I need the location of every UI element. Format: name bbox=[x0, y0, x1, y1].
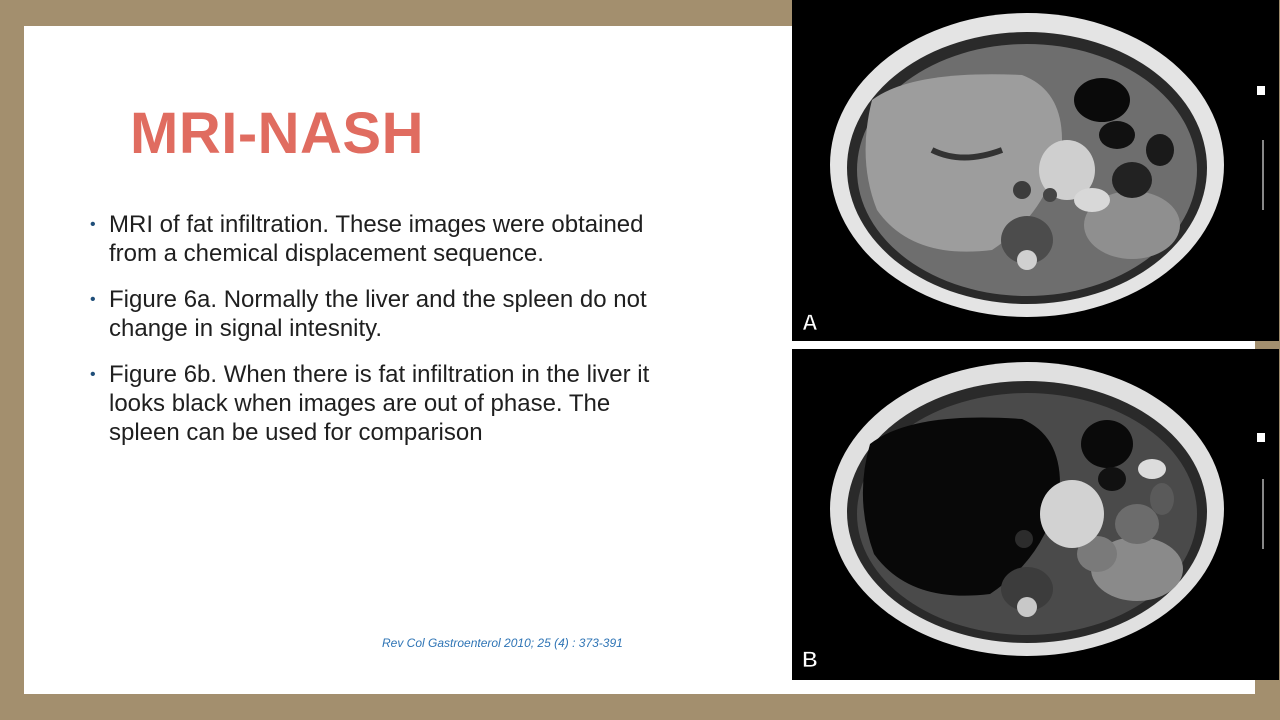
mri-scan-a bbox=[792, 0, 1279, 341]
mri-image-b bbox=[792, 349, 1279, 680]
bullet-text: MRI of fat infiltration. These images were obtained from a chemical displacement sequence. bbox=[109, 211, 644, 267]
mri-image-a bbox=[792, 0, 1279, 341]
image-label-b: B bbox=[802, 647, 818, 672]
bullet-text: Figure 6b. When there is fat infiltration in the liver it looks black when images are out of phase. The spleen can be used for comparison bbox=[109, 361, 650, 446]
slide-title: MRI-NASH bbox=[130, 101, 424, 166]
image-label-a: A bbox=[802, 310, 818, 335]
bullet-text: Figure 6a. Normally the liver and the spleen do not change in signal intesnity. bbox=[109, 286, 647, 342]
citation: Rev Col Gastroenterol 2010; 25 (4) : 373-391 bbox=[382, 636, 623, 650]
bullet-item bbox=[90, 360, 650, 447]
bullet-item bbox=[90, 210, 650, 268]
bullet-dot-icon: • bbox=[90, 216, 96, 233]
bullet-list bbox=[90, 210, 650, 464]
bullet-dot-icon: • bbox=[90, 291, 96, 308]
mri-scan-b bbox=[792, 349, 1279, 680]
bullet-item bbox=[90, 285, 650, 343]
bullet-dot-icon: • bbox=[90, 366, 96, 383]
